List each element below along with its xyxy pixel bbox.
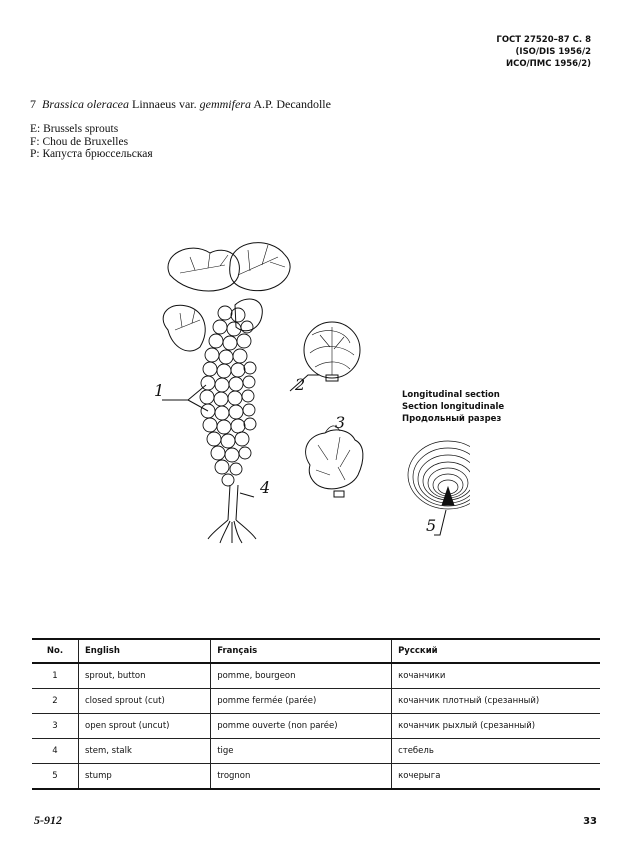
caption-french: Section longitudinale bbox=[402, 402, 505, 412]
caption-russian: Продольный разрез bbox=[402, 414, 502, 424]
name-russian: P: Капуста брюссельская bbox=[30, 148, 153, 160]
header-line-1: ГОСТ 27520–87 С. 8 bbox=[496, 35, 591, 45]
sprout-column bbox=[200, 306, 256, 486]
closed-sprout-drawing bbox=[304, 322, 360, 381]
figure-label-4: 4 bbox=[260, 478, 271, 497]
authority: Linnaeus var. bbox=[131, 97, 197, 111]
footer-code: 5-912 bbox=[34, 813, 62, 827]
table-row bbox=[32, 663, 600, 689]
cell-english: sprout, button bbox=[79, 663, 211, 689]
cell-french: tige bbox=[211, 739, 392, 764]
leaf-top-left bbox=[168, 248, 239, 291]
table-header-row bbox=[32, 639, 600, 663]
header-russian: Русский bbox=[392, 639, 600, 663]
entry-number: 7 bbox=[30, 97, 36, 111]
header-english: English bbox=[79, 639, 211, 663]
variety-name: gemmifera bbox=[199, 97, 251, 111]
cell-no: 4 bbox=[32, 739, 79, 764]
cell-english: stem, stalk bbox=[79, 739, 211, 764]
caption-english: Longitudinal section bbox=[402, 390, 500, 400]
roots bbox=[208, 520, 256, 543]
section-caption bbox=[402, 389, 504, 425]
table-row bbox=[32, 764, 600, 790]
entry-title bbox=[30, 97, 331, 112]
common-names bbox=[30, 123, 153, 161]
terms-table bbox=[32, 638, 600, 790]
figure-label-5: 5 bbox=[426, 516, 437, 535]
leaf-mid-left bbox=[163, 305, 205, 351]
cell-no: 2 bbox=[32, 689, 79, 714]
cell-french: pomme ouverte (non parée) bbox=[211, 714, 392, 739]
cell-french: pomme fermée (parée) bbox=[211, 689, 392, 714]
standard-header bbox=[496, 34, 591, 70]
table-row bbox=[32, 714, 600, 739]
header-no: No. bbox=[32, 639, 79, 663]
table-row bbox=[32, 739, 600, 764]
leaf-mid-right bbox=[235, 299, 262, 331]
species-name: Brassica oleracea bbox=[42, 97, 129, 111]
second-author: A.P. Decandolle bbox=[253, 97, 331, 111]
page-number: 33 bbox=[583, 816, 597, 827]
cell-english: closed sprout (cut) bbox=[79, 689, 211, 714]
cell-no: 1 bbox=[32, 663, 79, 689]
cell-no: 3 bbox=[32, 714, 79, 739]
cell-english: stump bbox=[79, 764, 211, 790]
stem bbox=[228, 485, 238, 520]
cell-french: trognon bbox=[211, 764, 392, 790]
longitudinal-section-drawing bbox=[408, 441, 470, 509]
cell-russian: кочанчики bbox=[392, 663, 600, 689]
cell-russian: кочанчик плотный (срезанный) bbox=[392, 689, 600, 714]
header-line-3: ИСО/ПМС 1956/2) bbox=[505, 59, 591, 69]
figure-label-1: 1 bbox=[154, 381, 165, 400]
cell-french: pomme, bourgeon bbox=[211, 663, 392, 689]
cell-english: open sprout (uncut) bbox=[79, 714, 211, 739]
cell-russian: стебель bbox=[392, 739, 600, 764]
figure-label-3: 3 bbox=[335, 413, 346, 432]
name-english: E: Brussels sprouts bbox=[30, 123, 119, 135]
cell-russian: кочанчик рыхлый (срезанный) bbox=[392, 714, 600, 739]
cell-no: 5 bbox=[32, 764, 79, 790]
cell-russian: кочерыга bbox=[392, 764, 600, 790]
figure-label-2: 2 bbox=[295, 375, 306, 394]
table-row bbox=[32, 689, 600, 714]
name-french: F: Chou de Bruxelles bbox=[30, 135, 129, 148]
open-sprout-drawing bbox=[306, 426, 363, 497]
leaf-top-right bbox=[230, 243, 290, 291]
header-french: Français bbox=[211, 639, 392, 663]
header-line-2: (ISO/DIS 1956/2 bbox=[515, 47, 591, 57]
